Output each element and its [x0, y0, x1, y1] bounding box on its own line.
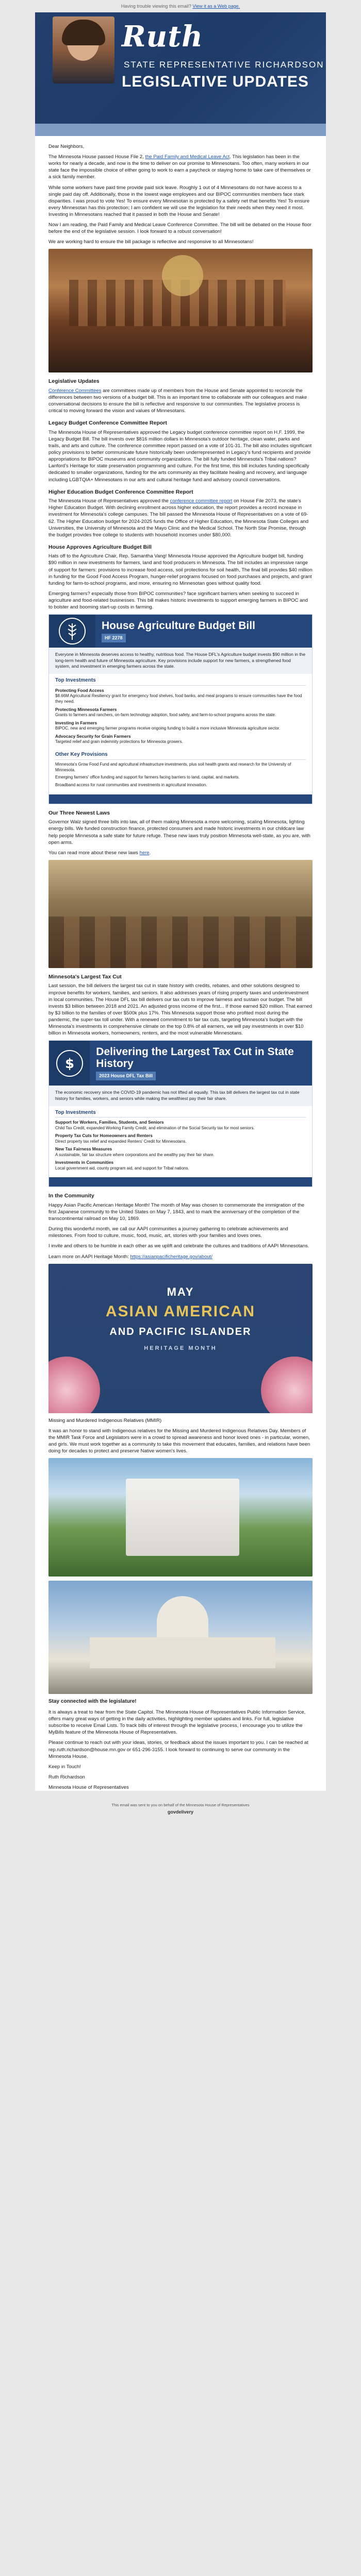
ag-fact-section: Other Key Provisions Minnesota's Grow Food Fund and agricultural infrastructure investments, plus soil health grants and research for the University of Minnesota. Emerging farmers' office funding and support for farmers facing barriers to land, capital, and markets. Broadband access for rural communities and investments in agricultural innovation. — [49, 748, 312, 791]
ag-fact-item: Protecting Food Access $8.66M Agricultural Resiliency grant for emergency food shelves, food banks, and meal programs to ensure communities have the food they need. — [55, 688, 302, 704]
new-laws-paragraph: Governor Walz signed three bills into law, all of them making Minnesota a more welcoming, scaling Minnesota, lighting energy bills. We funded construction finance, protected consumers and made historic investments in our childcare law help people Minnesota a safe state for future refuge. These new laws truly position Minnesota well-state, as you are, with open arms. — [48, 819, 310, 845]
community-paragraph-4: Learn more on AAPI Heritage Month: https://asianpacificheritage.gov/about/ — [48, 1253, 212, 1260]
agriculture-paragraph-2: Emerging farmers? especially those from BIPOC communities? face significant barriers when seeking to succeed in agriculture and food-related businesses. This bill makes historic investments to support emerging farmers in BIPOC and to bolster and booming start-up costs in farming. — [48, 590, 308, 611]
intro-paragraph-4: We are working hard to ensure the bill package is reflective and responsive to all Minnesotans! — [48, 239, 254, 245]
higher-ed-paragraph: The Minnesota House of Representatives approved the conference committee report on House File 2073, the state's Higher Education Budget. With declining enrollment across higher education, the report provides a record increase in investment for Minnesota's college campuses. The bill passed the Minnesota House of Representatives on a vote of 69-62. The Higher Education budget for 2024-2025 funds the Office of Higher Education, the Minnesota State Colleges and Universities, the University of Minnesota and the Mayo Clinic and the Medical School. The North Star Promise, through the budget provides free college to students with household incomes under $80,000. — [48, 498, 309, 538]
flower-decoration — [261, 1357, 313, 1413]
tax-fact-title: Delivering the Largest Tax Cut in State History — [96, 1046, 294, 1070]
capitol-photo — [48, 1581, 313, 1694]
aapi-heritage-link[interactable]: https://asianpacificheritage.gov/about/ — [130, 1253, 212, 1260]
mmir-paragraph: It was an honor to stand with Indigenous relatives for the Missing and Murdered Indigenous Relatives Day. Members of the MMIR Task Force and Legislators were in a crowd to spread awareness and honor loved ones - in particular, women, and girls. We must work together as a community to take this movement that educates, families, and relations have been doing for decades to protect and preserve Native women's lives. — [48, 1428, 310, 1454]
ag-fact-item: Advocacy Security for Grain Farmers Targeted relief and grain indemnity protections for Minnesota growers. — [55, 733, 183, 744]
legacy-paragraph: The Minnesota House of Representatives approved the Legacy budget conference committee report on H.F. 1999, the Legacy Budget Bill. The bill invests over $816 million dollars in Minnesota's outdoor heritage, clean water, parks and trails, and arts and culture. The conference committee report passed on a vote of 101-31. The bill also includes significant policy provisions to better communicate future historically been underrepresented in Legacy's fund recipients and provide appropriations for BIPOC museums and community organizations. The bill fully funded Minnesota's Tribal nations? Lanford's Heritage for state preservation programming and culture. For the first time, this bill includes funding specifically dedicated to smaller organizations, funding for the arts community as they facilitate healing and recovery, and language including LGBTQIA+ Minnesotans in our arts and cultural heritage fund and advisory council conversations. — [48, 429, 312, 483]
new-laws-link-paragraph: You can read more about these new laws here. — [48, 850, 151, 856]
intro-paragraph-1: The Minnesota House passed House File 2, the Paid Family and Medical Leave Act. This legislation has been in the works for nearly a decade, and now is the time to deliver on our promise to Minnesotans. Too often, many workers in our state face the impossible choice of either going to work to earn a paycheck or staying home to take care of themselves or a sick family member. — [48, 154, 311, 180]
ag-fact-footer — [49, 794, 312, 804]
community-heading: In the Community — [48, 1193, 94, 1199]
ag-fact-tag: HF 2278 — [102, 634, 126, 642]
signature-name: Ruth Richardson — [48, 1774, 85, 1780]
conference-committees-link[interactable]: Conference Committees — [48, 387, 102, 394]
ag-fact-title: House Agriculture Budget Bill — [102, 620, 255, 632]
bill-signing-photo — [48, 860, 313, 968]
stay-connected-paragraph: It is always a treat to hear from the State Capitol. The Minnesota House of Representatives Public Information Service, offers many great ways of getting in the daily activities, highlighting member updates and links. For full, legislative subscribe to receive Email Lists. To track bills of interest through the legislative process, I encourage you to utilize the MyBills feature of the Minnesota House of Representatives. — [48, 1709, 306, 1736]
house-chamber-photo — [48, 249, 313, 372]
email-sheet — [35, 12, 326, 1791]
agriculture-fact-sheet — [48, 614, 313, 804]
preheader — [0, 0, 361, 12]
govdelivery-logo[interactable]: govdelivery — [167, 1809, 194, 1815]
intro-paragraph-3: Now I am reading, the Paid Family and Medical Leave Conference Committee. The bill will be debated on the House floor before the end of the legislative session. I look forward to a robust conversation! — [48, 222, 311, 235]
ag-fact-item: Broadband access for rural communities and investments in agricultural innovation. — [55, 783, 207, 788]
legislative-updates-heading: Legislative Updates — [48, 378, 100, 385]
mmir-title: Missing and Murdered Indigenous Relatives (MMIR) — [48, 1417, 162, 1423]
banner-subtitle: STATE REPRESENTATIVE RICHARDSON — [124, 60, 324, 70]
wheat-icon — [49, 615, 95, 648]
higher-ed-heading: Higher Education Budget Conference Committee Report — [48, 488, 193, 495]
banner-title: LEGISLATIVE UPDATES — [122, 73, 309, 90]
agriculture-paragraph-1: Hats off to the Agriculture Chair, Rep. Samantha Vang! Minnesota House approved the Agriculture budget bill, funding $90 million in new investments for farmers, land and food producers in Minnesota. The bill includes an impressive range of support for farmers: provisions to increase food access, soil protections for soil health, The final bill provides $40 million in funding for the Good Food Access Program, hunger-relief programs focused on food purchases and projects, and grant funding for farm-to-school programs, and more, ensuring no Minnesotan goes without quality food. — [48, 553, 313, 586]
svg-text:$: $ — [64, 1056, 74, 1072]
tax-cut-paragraph: Last session, the bill delivers the largest tax cut in state history with credits, rebates, and other solutions designed to improve benefits for workers, families, and seniors. It also addresses years of rising property taxes and underinvestment in local communities. The House DFL tax bill delivers our tax cuts to improve fairness and sustain our budget. The bill invests $3 billion between 2018 and 2021. An adjusted gross income of the first... If those earned $20 million. That earned by $3 billion to the families of over $500k plus 17%. This Minnesota support those who profited most during the pandemic, the super-tax toll under. With a renewed commitment to fair tax cuts, targeting Minnesota's budget with the Minnesota's investments in comprehensive climate on the top 0.8% of all earners, we will pay investments in over $10 billion in Minnesota workers, homeowners, renters, and the most vulnerable Minnesotans. — [48, 983, 313, 1037]
email-body — [35, 136, 326, 1791]
ag-fact-summary: Everyone in Minnesota deserves access to healthy, nutritious food. The House DFL's Agriculture budget invests $90 million in the long-term health and future of Minnesota agriculture. Key provisions include support for new farmers, a strengthened food system, and investment in emerging farmers across the state. — [49, 648, 312, 674]
legacy-heading: Legacy Budget Conference Committee Report — [48, 420, 167, 427]
preheader-text: Having trouble viewing this email? — [121, 4, 191, 9]
community-paragraph-2: During this wonderful month, we call our AAPI communities a journey gathering to celebrate achievements and milestones. From food to culture, music, food, music, art, stories with your families and loves ones. — [48, 1226, 288, 1239]
view-web-link[interactable]: View it as a Web page. — [192, 4, 240, 9]
ag-fact-item: Minnesota's Grow Food Fund and agricultural infrastructure investments, plus soil health grants and research for the University of Minnesota. — [55, 761, 291, 772]
aapi-line-2: ASIAN AMERICAN — [105, 1303, 256, 1320]
banner-name: Ruth — [122, 20, 203, 54]
aapi-line-3: AND PACIFIC ISLANDER — [109, 1326, 252, 1338]
dollar-icon — [49, 1041, 90, 1086]
flower-decoration — [48, 1357, 100, 1413]
aapi-heritage-graphic — [48, 1264, 313, 1413]
community-paragraph-3: I invite and others to be humble in each other as we uplift and celebrate the cultures and traditions of AAPI Minnesotans. — [48, 1243, 309, 1249]
tax-fact-item: Support for Workers, Families, Students, and Seniors Child Tax Credit, expanded Working Family Credit, and elimination of the Social Security tax for most seniors. — [55, 1120, 255, 1130]
paid-leave-link[interactable]: the Paid Family and Medical Leave Act — [145, 154, 230, 160]
tax-cut-heading: Minnesota's Largest Tax Cut — [48, 973, 122, 980]
aapi-month: MAY — [167, 1285, 194, 1298]
intro-paragraph-2: While some workers have paid time provide paid sick leave. Roughly 1 out of 4 Minnesotans do not have access to a single paid day off. Additionally, those in the lowest wage employees and our BIPOC communities members face stark disparities. I was proud to vote Yes! To ensure every Minnesotan is protected by a safety net that benefits Yes! To ensure every Minnesotan has this protection; I am confident we will use the legislation for their needs when they need it most. Investing in Minnesotans reached that it passed in both the House and Senate! — [48, 184, 310, 217]
greeting: Dear Neighbors, — [48, 144, 85, 149]
aapi-line-4: HERITAGE MONTH — [144, 1345, 217, 1351]
representative-photo — [53, 16, 114, 83]
tax-fact-item: New Tax Fairness Measures A sustainable, fair tax structure where corporations and the wealthy pay their fair share. — [55, 1146, 215, 1157]
higher-ed-report-link[interactable]: conference committee report — [170, 498, 233, 504]
email-footer — [0, 1794, 361, 1825]
ag-fact-item: Investing in Farmers BIPOC, new and emerging farmer programs receive ongoing funding to build a more inclusive Minnesota agriculture sector. — [55, 720, 281, 731]
ag-fact-item: Protecting Minnesota Farmers Grants to farmers and ranchers, on-farm technology adoption, food safety, and farm-to-school programs across the state. — [55, 706, 276, 718]
mmir-event-photo — [48, 1458, 313, 1577]
tax-fact-section: Top Investments Support for Workers, Families, Students, and Seniors Child Tax Credit, expanded Working Family Credit, and elimination of the Social Security tax for most seniors. Property Tax Cuts for Homeowners and Renters Direct property tax relief and expanded Renters' Credit for Minnesotans. New Tax Fairness Measures A sustainable, fair tax structure where corporations and the wealthy pay their fair share. Investments in Communities Local government aid, county program aid, and support for Tribal nations. — [49, 1106, 312, 1175]
ag-fact-item: Emerging farmers' office funding and support for farmers facing barriers to land, capital, and markets. — [55, 775, 240, 780]
stay-connected-heading: Stay connected with the legislature! — [48, 1699, 137, 1705]
keep-in-touch: Keep in Touch! — [48, 1764, 81, 1770]
new-laws-here-link[interactable]: here — [139, 850, 150, 856]
tax-fact-sheet — [48, 1040, 313, 1187]
tax-fact-footer — [49, 1177, 312, 1187]
tax-fact-item: Property Tax Cuts for Homeowners and Renters Direct property tax relief and expanded Renters' Credit for Minnesotans. — [55, 1133, 187, 1144]
tax-fact-summary: The economic recovery since the COVID-19 pandemic has not lifted all equally. This tax bill delivers the largest tax cut in state history for families, workers, and seniors while making the wealthiest pay their fair share. — [49, 1086, 312, 1106]
community-paragraph-1: Happy Asian Pacific American Heritage Month! The month of May was chosen to commemorate the immigration of the first Japanese community to the United States on May 7, 1843, and to mark the anniversary of the completion of the transcontinental railroad on May 10, 1869. — [48, 1202, 305, 1222]
header-banner — [35, 12, 326, 136]
ag-fact-section: Top Investments Protecting Food Access $8.66M Agricultural Resiliency grant for emergency food shelves, food banks, and meal programs to ensure communities have the food they need. Protecting Minnesota Farmers Grants to farmers and ranchers, on-farm technology adoption, food safety, and farm-to-school programs across the state. Investing in Farmers BIPOC, new and emerging farmer programs receive ongoing funding to build a more inclusive Minnesota agriculture sector. Advocacy Security for Grain Farmers Targeted relief and grain indemnity protections for Minnesota growers. — [49, 674, 312, 748]
tax-fact-tag: 2023 House DFL Tax Bill — [96, 1072, 156, 1080]
footer-text: This email was sent to you on behalf of the Minnesota House of Representatives — [111, 1803, 250, 1808]
banner-strip — [35, 124, 326, 136]
new-laws-heading: Our Three Newest Laws — [48, 809, 110, 816]
legislative-updates-paragraph: Conference Committees are committees made up of members from the House and Senate appointed to reconcile the differences between two versions of a budget bill. This is an important time to collaborate with our colleagues and make conversational decisions to ensure the bill is reflective and responsive to our communities. The legislative process is critical to moving forward the vision and values of Minnesotans. — [48, 387, 307, 414]
agriculture-heading: House Approves Agriculture Budget Bill — [48, 544, 152, 550]
contact-paragraph: Please continue to reach out with your ideas, stories, or feedback about the issues important to you. I can be reached at rep.ruth.richardson@house.mn.gov or 651-296-3155. I look forward to continuing to serve our community in the Minnesota House. — [48, 1740, 308, 1759]
tax-fact-item: Investments in Communities Local government aid, county program aid, and support for Tribal nations. — [55, 1160, 189, 1171]
signature-title: Minnesota House of Representatives — [48, 1784, 129, 1790]
